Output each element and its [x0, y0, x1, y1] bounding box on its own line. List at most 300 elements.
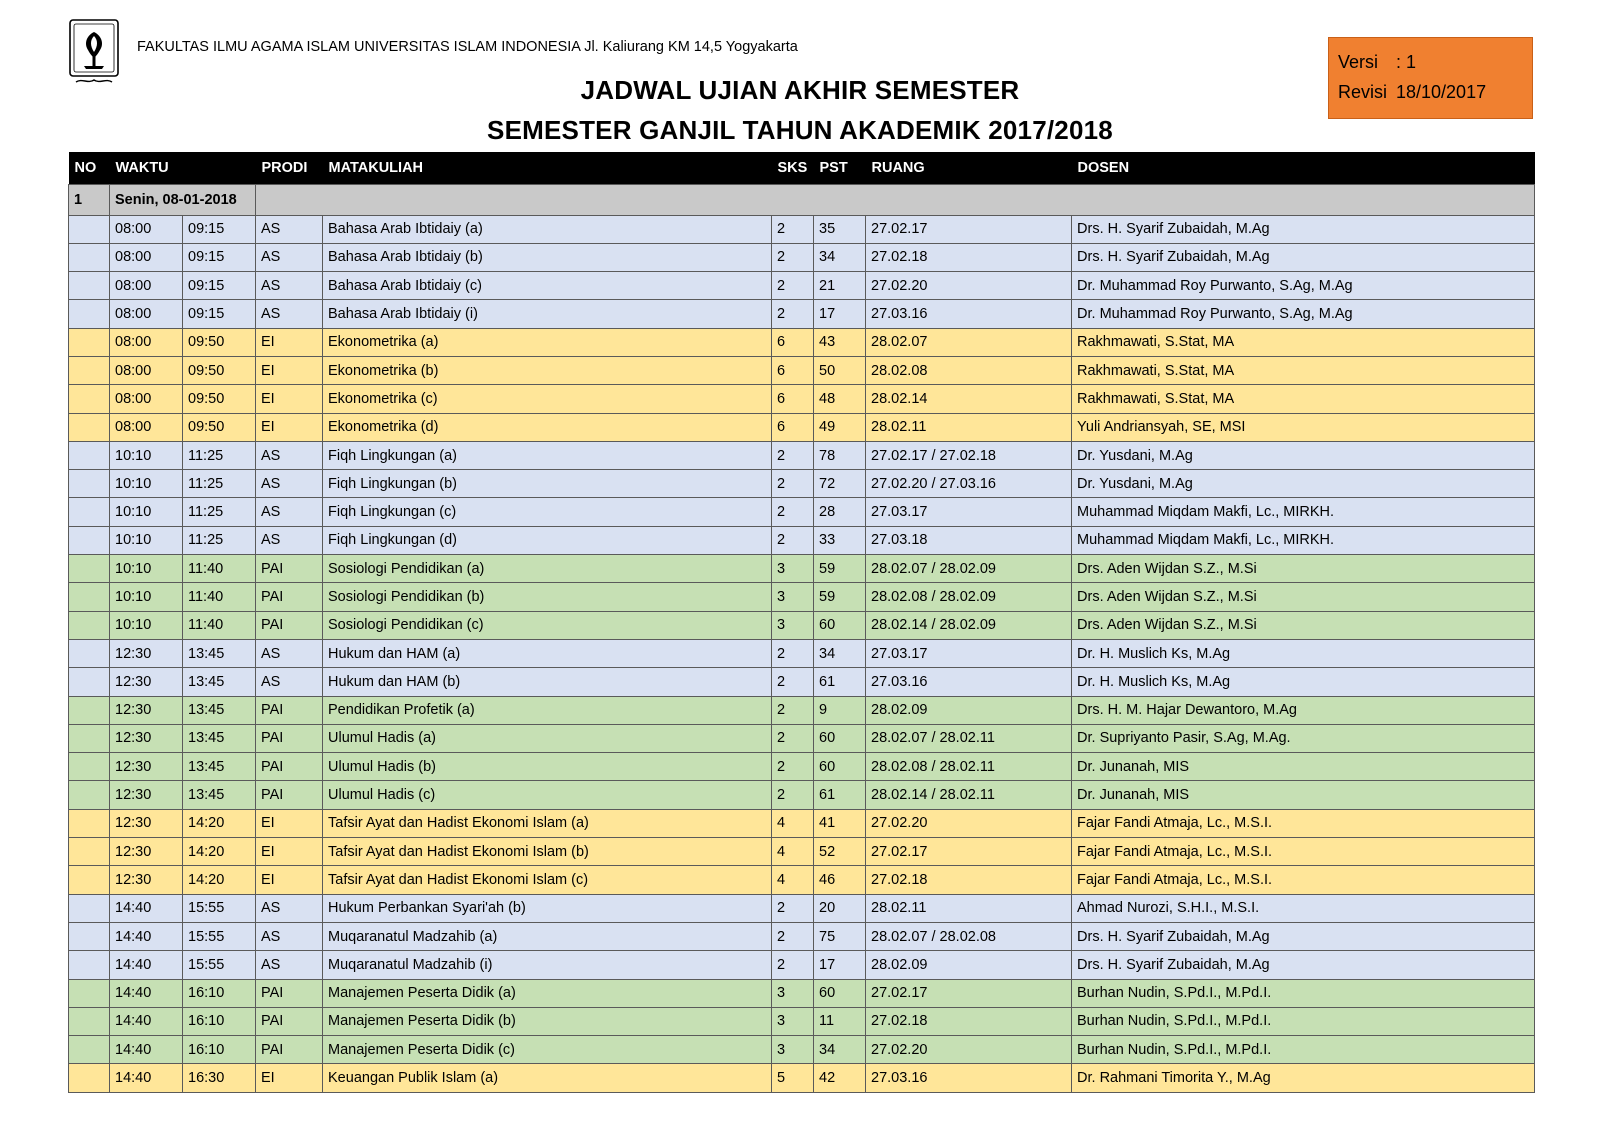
prodi-cell: AS [256, 668, 323, 696]
col-header-waktu: WAKTU [110, 152, 256, 184]
end-time-cell: 13:45 [183, 724, 256, 752]
course-cell: Fiqh Lingkungan (d) [323, 526, 772, 554]
sks-cell: 3 [772, 555, 814, 583]
participants-cell: 60 [814, 724, 866, 752]
room-cell: 27.03.17 [866, 498, 1072, 526]
table-row [69, 300, 1535, 328]
course-cell: Bahasa Arab Ibtidaiy (b) [323, 243, 772, 271]
table-row [69, 413, 1535, 441]
lecturer-cell: Dr. Yusdani, M.Ag [1072, 470, 1535, 498]
sks-cell: 2 [772, 724, 814, 752]
start-time-cell: 08:00 [110, 300, 183, 328]
end-time-cell: 11:40 [183, 555, 256, 583]
col-header-matakuliah: MATAKULIAH [323, 152, 772, 184]
row-no-cell [69, 1036, 110, 1064]
row-no-cell [69, 639, 110, 667]
course-cell: Ekonometrika (d) [323, 413, 772, 441]
start-time-cell: 08:00 [110, 356, 183, 384]
end-time-cell: 13:45 [183, 639, 256, 667]
col-header-pst: PST [814, 152, 866, 184]
sks-cell: 2 [772, 526, 814, 554]
row-no-cell [69, 356, 110, 384]
course-cell: Ulumul Hadis (b) [323, 753, 772, 781]
participants-cell: 61 [814, 781, 866, 809]
course-cell: Ekonometrika (c) [323, 385, 772, 413]
sks-cell: 3 [772, 611, 814, 639]
row-no-cell [69, 781, 110, 809]
document-subtitle: SEMESTER GANJIL TAHUN AKADEMIK 2017/2018 [487, 115, 1113, 145]
lecturer-cell: Ahmad Nurozi, S.H.I., M.S.I. [1072, 894, 1535, 922]
start-time-cell: 10:10 [110, 526, 183, 554]
participants-cell: 20 [814, 894, 866, 922]
table-row [69, 328, 1535, 356]
lecturer-cell: Dr. Junanah, MIS [1072, 753, 1535, 781]
table-row [69, 894, 1535, 922]
room-cell: 27.02.17 [866, 838, 1072, 866]
course-cell: Tafsir Ayat dan Hadist Ekonomi Islam (c) [323, 866, 772, 894]
prodi-cell: AS [256, 215, 323, 243]
start-time-cell: 14:40 [110, 922, 183, 950]
revision-label: Revisi [1338, 82, 1388, 102]
row-no-cell [69, 385, 110, 413]
prodi-cell: AS [256, 498, 323, 526]
start-time-cell: 12:30 [110, 639, 183, 667]
prodi-cell: EI [256, 838, 323, 866]
participants-cell: 34 [814, 1036, 866, 1064]
start-time-cell: 10:10 [110, 583, 183, 611]
course-cell: Muqaranatul Madzahib (i) [323, 951, 772, 979]
start-time-cell: 14:40 [110, 979, 183, 1007]
prodi-cell: AS [256, 922, 323, 950]
end-time-cell: 13:45 [183, 668, 256, 696]
end-time-cell: 14:20 [183, 809, 256, 837]
row-no-cell [69, 866, 110, 894]
col-header-prodi: PRODI [256, 152, 323, 184]
course-cell: Ulumul Hadis (a) [323, 724, 772, 752]
lecturer-cell: Drs. H. M. Hajar Dewantoro, M.Ag [1072, 696, 1535, 724]
row-no-cell [69, 1064, 110, 1092]
sks-cell: 2 [772, 470, 814, 498]
table-row [69, 272, 1535, 300]
end-time-cell: 09:50 [183, 413, 256, 441]
start-time-cell: 10:10 [110, 498, 183, 526]
course-cell: Fiqh Lingkungan (b) [323, 470, 772, 498]
end-time-cell: 13:45 [183, 696, 256, 724]
lecturer-cell: Dr. H. Muslich Ks, M.Ag [1072, 639, 1535, 667]
row-no-cell [69, 753, 110, 781]
course-cell: Bahasa Arab Ibtidaiy (a) [323, 215, 772, 243]
course-cell: Hukum dan HAM (a) [323, 639, 772, 667]
participants-cell: 28 [814, 498, 866, 526]
start-time-cell: 12:30 [110, 781, 183, 809]
table-row [69, 639, 1535, 667]
sks-cell: 5 [772, 1064, 814, 1092]
start-time-cell: 12:30 [110, 724, 183, 752]
sks-cell: 2 [772, 215, 814, 243]
end-time-cell: 09:50 [183, 385, 256, 413]
lecturer-cell: Burhan Nudin, S.Pd.I., M.Pd.I. [1072, 1007, 1535, 1035]
start-time-cell: 14:40 [110, 894, 183, 922]
end-time-cell: 16:10 [183, 1036, 256, 1064]
course-cell: Bahasa Arab Ibtidaiy (i) [323, 300, 772, 328]
lecturer-cell: Drs. H. Syarif Zubaidah, M.Ag [1072, 922, 1535, 950]
participants-cell: 43 [814, 328, 866, 356]
course-cell: Ekonometrika (a) [323, 328, 772, 356]
table-row [69, 696, 1535, 724]
end-time-cell: 09:50 [183, 328, 256, 356]
room-cell: 28.02.09 [866, 696, 1072, 724]
prodi-cell: AS [256, 243, 323, 271]
lecturer-cell: Drs. Aden Wijdan S.Z., M.Si [1072, 611, 1535, 639]
participants-cell: 17 [814, 951, 866, 979]
prodi-cell: EI [256, 866, 323, 894]
table-header-row [69, 152, 1535, 184]
participants-cell: 59 [814, 555, 866, 583]
course-cell: Pendidikan Profetik (a) [323, 696, 772, 724]
lecturer-cell: Rakhmawati, S.Stat, MA [1072, 356, 1535, 384]
sks-cell: 6 [772, 385, 814, 413]
participants-cell: 78 [814, 441, 866, 469]
row-no-cell [69, 243, 110, 271]
end-time-cell: 09:15 [183, 215, 256, 243]
participants-cell: 34 [814, 243, 866, 271]
table-row [69, 215, 1535, 243]
room-cell: 27.03.17 [866, 639, 1072, 667]
institution-address: FAKULTAS ILMU AGAMA ISLAM UNIVERSITAS ISLAM INDONESIA Jl. Kaliurang KM 14,5 Yogyakarta [137, 39, 798, 55]
col-header-sks: SKS [772, 152, 814, 184]
end-time-cell: 15:55 [183, 922, 256, 950]
participants-cell: 41 [814, 809, 866, 837]
row-no-cell [69, 668, 110, 696]
course-cell: Sosiologi Pendidikan (a) [323, 555, 772, 583]
version-label: Versi [1338, 52, 1379, 72]
room-cell: 27.02.17 [866, 979, 1072, 1007]
prodi-cell: AS [256, 272, 323, 300]
end-time-cell: 16:10 [183, 979, 256, 1007]
table-row [69, 866, 1535, 894]
prodi-cell: PAI [256, 781, 323, 809]
row-no-cell [69, 413, 110, 441]
row-no-cell [69, 328, 110, 356]
prodi-cell: PAI [256, 1036, 323, 1064]
table-row [69, 668, 1535, 696]
lecturer-cell: Muhammad Miqdam Makfi, Lc., MIRKH. [1072, 498, 1535, 526]
participants-cell: 60 [814, 753, 866, 781]
row-no-cell [69, 922, 110, 950]
prodi-cell: EI [256, 809, 323, 837]
end-time-cell: 11:25 [183, 498, 256, 526]
course-cell: Sosiologi Pendidikan (c) [323, 611, 772, 639]
room-cell: 28.02.07 / 28.02.11 [866, 724, 1072, 752]
end-time-cell: 15:55 [183, 894, 256, 922]
table-row [69, 979, 1535, 1007]
room-cell: 28.02.14 / 28.02.11 [866, 781, 1072, 809]
row-no-cell [69, 441, 110, 469]
col-header-ruang: RUANG [866, 152, 1072, 184]
room-cell: 28.02.07 / 28.02.09 [866, 555, 1072, 583]
start-time-cell: 10:10 [110, 611, 183, 639]
lecturer-cell: Fajar Fandi Atmaja, Lc., M.S.I. [1072, 838, 1535, 866]
course-cell: Muqaranatul Madzahib (a) [323, 922, 772, 950]
room-cell: 28.02.09 [866, 951, 1072, 979]
prodi-cell: EI [256, 328, 323, 356]
participants-cell: 9 [814, 696, 866, 724]
lecturer-cell: Drs. Aden Wijdan S.Z., M.Si [1072, 583, 1535, 611]
row-no-cell [69, 951, 110, 979]
prodi-cell: PAI [256, 753, 323, 781]
prodi-cell: PAI [256, 696, 323, 724]
sks-cell: 2 [772, 243, 814, 271]
room-cell: 27.03.16 [866, 668, 1072, 696]
room-cell: 27.03.16 [866, 300, 1072, 328]
course-cell: Fiqh Lingkungan (a) [323, 441, 772, 469]
start-time-cell: 12:30 [110, 753, 183, 781]
start-time-cell: 12:30 [110, 838, 183, 866]
sks-cell: 2 [772, 753, 814, 781]
start-time-cell: 10:10 [110, 470, 183, 498]
sks-cell: 3 [772, 583, 814, 611]
table-row [69, 611, 1535, 639]
room-cell: 28.02.11 [866, 894, 1072, 922]
row-no-cell [69, 470, 110, 498]
room-cell: 27.02.20 / 27.03.16 [866, 470, 1072, 498]
room-cell: 28.02.11 [866, 413, 1072, 441]
table-row [69, 781, 1535, 809]
lecturer-cell: Dr. Muhammad Roy Purwanto, S.Ag, M.Ag [1072, 272, 1535, 300]
room-cell: 28.02.08 / 28.02.11 [866, 753, 1072, 781]
lecturer-cell: Burhan Nudin, S.Pd.I., M.Pd.I. [1072, 1036, 1535, 1064]
sks-cell: 4 [772, 809, 814, 837]
end-time-cell: 09:15 [183, 272, 256, 300]
participants-cell: 17 [814, 300, 866, 328]
table-row [69, 385, 1535, 413]
row-no-cell [69, 611, 110, 639]
row-no-cell [69, 724, 110, 752]
end-time-cell: 16:30 [183, 1064, 256, 1092]
sks-cell: 6 [772, 328, 814, 356]
day-spacer [256, 184, 1535, 215]
participants-cell: 21 [814, 272, 866, 300]
end-time-cell: 11:40 [183, 583, 256, 611]
participants-cell: 48 [814, 385, 866, 413]
prodi-cell: AS [256, 951, 323, 979]
room-cell: 28.02.08 [866, 356, 1072, 384]
participants-cell: 33 [814, 526, 866, 554]
table-row [69, 356, 1535, 384]
lecturer-cell: Dr. Yusdani, M.Ag [1072, 441, 1535, 469]
start-time-cell: 14:40 [110, 1007, 183, 1035]
prodi-cell: AS [256, 639, 323, 667]
lecturer-cell: Dr. H. Muslich Ks, M.Ag [1072, 668, 1535, 696]
room-cell: 28.02.07 / 28.02.08 [866, 922, 1072, 950]
prodi-cell: PAI [256, 555, 323, 583]
revision-row [1338, 82, 1486, 103]
course-cell: Sosiologi Pendidikan (b) [323, 583, 772, 611]
sks-cell: 6 [772, 413, 814, 441]
table-row [69, 724, 1535, 752]
end-time-cell: 11:40 [183, 611, 256, 639]
prodi-cell: PAI [256, 583, 323, 611]
exam-schedule-table [68, 152, 1535, 1093]
sks-cell: 2 [772, 300, 814, 328]
course-cell: Hukum dan HAM (b) [323, 668, 772, 696]
row-no-cell [69, 272, 110, 300]
prodi-cell: PAI [256, 979, 323, 1007]
participants-cell: 60 [814, 611, 866, 639]
sks-cell: 4 [772, 838, 814, 866]
course-cell: Manajemen Peserta Didik (a) [323, 979, 772, 1007]
table-row [69, 838, 1535, 866]
version-row [1338, 52, 1416, 73]
row-no-cell [69, 583, 110, 611]
sks-cell: 2 [772, 639, 814, 667]
lecturer-cell: Drs. Aden Wijdan S.Z., M.Si [1072, 555, 1535, 583]
room-cell: 27.02.20 [866, 272, 1072, 300]
sks-cell: 3 [772, 979, 814, 1007]
table-row [69, 922, 1535, 950]
end-time-cell: 13:45 [183, 781, 256, 809]
row-no-cell [69, 555, 110, 583]
course-cell: Manajemen Peserta Didik (b) [323, 1007, 772, 1035]
row-no-cell [69, 979, 110, 1007]
row-no-cell [69, 498, 110, 526]
room-cell: 27.02.20 [866, 1036, 1072, 1064]
start-time-cell: 12:30 [110, 866, 183, 894]
room-cell: 27.02.17 / 27.02.18 [866, 441, 1072, 469]
end-time-cell: 09:15 [183, 300, 256, 328]
course-cell: Manajemen Peserta Didik (c) [323, 1036, 772, 1064]
sks-cell: 2 [772, 696, 814, 724]
sks-cell: 2 [772, 668, 814, 696]
course-cell: Fiqh Lingkungan (c) [323, 498, 772, 526]
prodi-cell: EI [256, 413, 323, 441]
end-time-cell: 09:15 [183, 243, 256, 271]
course-cell: Hukum Perbankan Syari'ah (b) [323, 894, 772, 922]
room-cell: 28.02.07 [866, 328, 1072, 356]
table-row [69, 809, 1535, 837]
lecturer-cell: Drs. H. Syarif Zubaidah, M.Ag [1072, 215, 1535, 243]
sks-cell: 2 [772, 498, 814, 526]
start-time-cell: 08:00 [110, 215, 183, 243]
room-cell: 28.02.14 / 28.02.09 [866, 611, 1072, 639]
lecturer-cell: Drs. H. Syarif Zubaidah, M.Ag [1072, 243, 1535, 271]
participants-cell: 59 [814, 583, 866, 611]
participants-cell: 61 [814, 668, 866, 696]
version-box [1328, 37, 1533, 119]
row-no-cell [69, 300, 110, 328]
end-time-cell: 15:55 [183, 951, 256, 979]
course-cell: Bahasa Arab Ibtidaiy (c) [323, 272, 772, 300]
prodi-cell: AS [256, 441, 323, 469]
sks-cell: 3 [772, 1007, 814, 1035]
prodi-cell: EI [256, 356, 323, 384]
start-time-cell: 10:10 [110, 555, 183, 583]
revision-value: 18/10/2017 [1396, 82, 1487, 102]
room-cell: 27.02.18 [866, 866, 1072, 894]
room-cell: 27.02.17 [866, 215, 1072, 243]
end-time-cell: 14:20 [183, 866, 256, 894]
start-time-cell: 08:00 [110, 385, 183, 413]
sks-cell: 2 [772, 894, 814, 922]
prodi-cell: AS [256, 526, 323, 554]
start-time-cell: 08:00 [110, 328, 183, 356]
lecturer-cell: Burhan Nudin, S.Pd.I., M.Pd.I. [1072, 979, 1535, 1007]
row-no-cell [69, 215, 110, 243]
lecturer-cell: Yuli Andriansyah, SE, MSI [1072, 413, 1535, 441]
table-row [69, 1007, 1535, 1035]
lecturer-cell: Fajar Fandi Atmaja, Lc., M.S.I. [1072, 866, 1535, 894]
table-row [69, 1036, 1535, 1064]
end-time-cell: 14:20 [183, 838, 256, 866]
table-row [69, 526, 1535, 554]
prodi-cell: PAI [256, 1007, 323, 1035]
participants-cell: 35 [814, 215, 866, 243]
sks-cell: 2 [772, 781, 814, 809]
day-number: 1 [69, 184, 110, 215]
end-time-cell: 11:25 [183, 470, 256, 498]
table-row [69, 951, 1535, 979]
lecturer-cell: Dr. Muhammad Roy Purwanto, S.Ag, M.Ag [1072, 300, 1535, 328]
start-time-cell: 08:00 [110, 272, 183, 300]
room-cell: 28.02.14 [866, 385, 1072, 413]
start-time-cell: 08:00 [110, 243, 183, 271]
row-no-cell [69, 526, 110, 554]
table-row [69, 243, 1535, 271]
version-value: : 1 [1396, 52, 1417, 72]
participants-cell: 49 [814, 413, 866, 441]
participants-cell: 50 [814, 356, 866, 384]
participants-cell: 46 [814, 866, 866, 894]
start-time-cell: 14:40 [110, 1064, 183, 1092]
course-cell: Ulumul Hadis (c) [323, 781, 772, 809]
row-no-cell [69, 809, 110, 837]
end-time-cell: 09:50 [183, 356, 256, 384]
sks-cell: 2 [772, 272, 814, 300]
start-time-cell: 12:30 [110, 696, 183, 724]
table-row [69, 441, 1535, 469]
day-row [69, 184, 1535, 215]
table-row [69, 753, 1535, 781]
prodi-cell: AS [256, 300, 323, 328]
course-cell: Tafsir Ayat dan Hadist Ekonomi Islam (a) [323, 809, 772, 837]
lecturer-cell: Muhammad Miqdam Makfi, Lc., MIRKH. [1072, 526, 1535, 554]
sks-cell: 4 [772, 866, 814, 894]
lecturer-cell: Rakhmawati, S.Stat, MA [1072, 328, 1535, 356]
start-time-cell: 14:40 [110, 1036, 183, 1064]
lecturer-cell: Dr. Junanah, MIS [1072, 781, 1535, 809]
row-no-cell [69, 1007, 110, 1035]
course-cell: Keuangan Publik Islam (a) [323, 1064, 772, 1092]
document-title: JADWAL UJIAN AKHIR SEMESTER [580, 75, 1020, 105]
start-time-cell: 12:30 [110, 668, 183, 696]
start-time-cell: 14:40 [110, 951, 183, 979]
participants-cell: 52 [814, 838, 866, 866]
participants-cell: 72 [814, 470, 866, 498]
end-time-cell: 11:25 [183, 526, 256, 554]
room-cell: 27.02.20 [866, 809, 1072, 837]
lecturer-cell: Rakhmawati, S.Stat, MA [1072, 385, 1535, 413]
prodi-cell: PAI [256, 724, 323, 752]
course-cell: Ekonometrika (b) [323, 356, 772, 384]
prodi-cell: EI [256, 1064, 323, 1092]
prodi-cell: EI [256, 385, 323, 413]
participants-cell: 75 [814, 922, 866, 950]
room-cell: 27.02.18 [866, 243, 1072, 271]
table-row [69, 555, 1535, 583]
room-cell: 27.03.18 [866, 526, 1072, 554]
participants-cell: 60 [814, 979, 866, 1007]
room-cell: 27.02.18 [866, 1007, 1072, 1035]
